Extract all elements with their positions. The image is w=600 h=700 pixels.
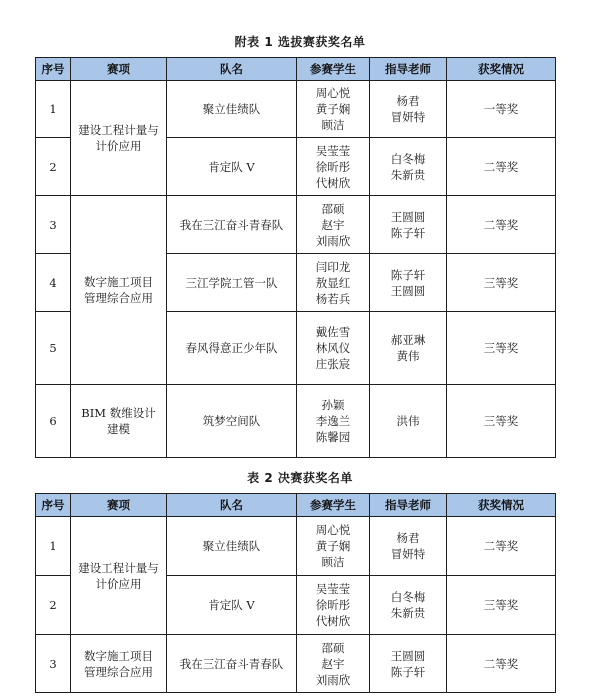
student-name: 代树欣 [315, 175, 351, 190]
event-cell [71, 385, 167, 458]
students-cell [297, 138, 370, 196]
students-cell [297, 196, 370, 254]
team-name: 筑梦空间队 [167, 385, 297, 458]
teacher-name: 白冬梅 [390, 590, 426, 604]
teachers-cell [370, 138, 447, 196]
student-name: 邵硕 [321, 201, 345, 216]
event-name-line: BIM 数维设计 [81, 406, 156, 420]
header-award: 获奖情况 [447, 494, 556, 517]
event-name-line: 管理综合应用 [84, 291, 153, 305]
team-name: 春风得意正少年队 [167, 312, 297, 385]
award-cell: 二等奖 [447, 517, 556, 576]
team-name: 聚立佳绩队 [167, 81, 297, 138]
teacher-name: 陈子轩 [390, 267, 426, 282]
student-name: 林风仪 [315, 341, 351, 355]
event-cell [71, 81, 167, 196]
award-cell: 一等奖 [447, 81, 556, 138]
teacher-name: 白冬梅 [390, 151, 426, 166]
row-no: 1 [36, 517, 71, 576]
student-name: 顾洁 [321, 555, 345, 569]
student-name: 徐昕彤 [315, 159, 351, 174]
students-cell [297, 385, 370, 458]
teachers-cell [370, 254, 447, 312]
teacher-name: 陈子轩 [390, 664, 426, 679]
header-team: 队名 [167, 494, 297, 517]
student-name: 戴佐雪 [315, 325, 351, 339]
event-name-line: 建设工程计量与 [78, 560, 159, 575]
row-no: 6 [36, 385, 71, 458]
team-name: 聚立佳绩队 [167, 517, 297, 576]
teacher-name: 杨君 [396, 531, 420, 545]
student-name: 闫印龙 [315, 259, 351, 274]
event-name-line: 管理综合应用 [84, 664, 153, 679]
teacher-name: 陈子轩 [390, 225, 426, 240]
teachers-cell [370, 385, 447, 458]
students-cell [297, 635, 370, 693]
students-cell [297, 517, 370, 576]
header-teachers: 指导老师 [370, 58, 447, 81]
event-name-line: 建模 [107, 422, 130, 436]
students-cell [297, 81, 370, 138]
event-name-line: 计价应用 [95, 576, 142, 591]
table-header-row [36, 58, 556, 81]
student-name: 周心悦 [315, 86, 351, 100]
event-name-line: 数字施工项目 [84, 648, 153, 663]
students-cell [297, 254, 370, 312]
student-name: 敖显红 [315, 275, 351, 290]
row-no: 2 [36, 576, 71, 635]
table2-caption: 表 2 决赛获奖名单 [247, 471, 353, 485]
row-no: 1 [36, 81, 71, 138]
teacher-name: 王圆圆 [390, 648, 426, 663]
event-name-line: 数字施工项目 [84, 275, 153, 289]
event-cell [71, 196, 167, 385]
student-name: 孙颖 [321, 398, 345, 412]
students-cell [297, 576, 370, 635]
team-name: 我在三江奋斗青春队 [167, 635, 297, 693]
row-no: 2 [36, 138, 71, 196]
student-name: 陈馨园 [315, 430, 351, 444]
team-name: 肯定队 V [167, 138, 297, 196]
table1-caption: 附表 1 选拔赛获奖名单 [234, 35, 366, 49]
award-cell: 二等奖 [447, 196, 556, 254]
header-event: 赛项 [71, 494, 167, 517]
team-name: 三江学院工管一队 [167, 254, 297, 312]
team-name: 我在三江奋斗青春队 [167, 196, 297, 254]
student-name: 赵宇 [321, 217, 345, 232]
row-no: 5 [36, 312, 71, 385]
student-name: 杨若兵 [315, 291, 351, 306]
teacher-name: 郝亚琳 [390, 333, 426, 347]
student-name: 刘雨欣 [315, 233, 351, 248]
table-row [36, 635, 556, 693]
award-cell: 三等奖 [447, 312, 556, 385]
header-teachers: 指导老师 [370, 494, 447, 517]
award-cell: 二等奖 [447, 635, 556, 693]
student-name: 李逸兰 [315, 414, 351, 428]
teachers-cell [370, 635, 447, 693]
student-name: 徐昕彤 [315, 598, 351, 612]
teachers-cell [370, 196, 447, 254]
team-name: 肯定队 V [167, 576, 297, 635]
student-name: 顾洁 [321, 118, 345, 132]
table-row [36, 81, 556, 138]
teacher-name: 冒妍特 [390, 547, 426, 561]
header-team: 队名 [167, 58, 297, 81]
teachers-cell [370, 517, 447, 576]
table-header-row [36, 494, 556, 517]
students-cell [297, 312, 370, 385]
header-no: 序号 [36, 494, 71, 517]
event-cell [71, 635, 167, 693]
table-row [36, 517, 556, 576]
student-name: 黄子娴 [315, 102, 351, 116]
row-no: 4 [36, 254, 71, 312]
student-name: 赵宇 [321, 656, 345, 671]
student-name: 庄张宸 [315, 357, 351, 371]
header-students: 参赛学生 [297, 58, 370, 81]
teacher-name: 王圆圆 [390, 283, 426, 298]
teachers-cell [370, 312, 447, 385]
teacher-name: 朱新贵 [390, 606, 426, 620]
selection-awards-table [35, 57, 556, 458]
header-award: 获奖情况 [447, 58, 556, 81]
final-awards-table [35, 493, 556, 693]
student-name: 周心悦 [315, 523, 351, 537]
event-name-line: 建设工程计量与 [78, 123, 159, 137]
student-name: 邵硕 [321, 640, 345, 655]
teacher-name: 王圆圆 [390, 209, 426, 224]
event-name-line: 计价应用 [95, 139, 142, 153]
teacher-name: 洪伟 [396, 414, 420, 428]
teacher-name: 黄伟 [396, 349, 420, 363]
event-cell [71, 517, 167, 635]
student-name: 刘雨欣 [315, 672, 351, 687]
table-row [36, 196, 556, 254]
header-students: 参赛学生 [297, 494, 370, 517]
table-row [36, 385, 556, 458]
student-name: 吴莹莹 [315, 143, 351, 158]
teacher-name: 冒妍特 [390, 110, 426, 124]
student-name: 黄子娴 [315, 539, 351, 553]
teacher-name: 朱新贵 [390, 167, 426, 182]
student-name: 代树欣 [315, 614, 351, 628]
row-no: 3 [36, 635, 71, 693]
award-cell: 三等奖 [447, 254, 556, 312]
award-cell: 三等奖 [447, 576, 556, 635]
award-cell: 三等奖 [447, 385, 556, 458]
row-no: 3 [36, 196, 71, 254]
header-no: 序号 [36, 58, 71, 81]
teacher-name: 杨君 [396, 94, 420, 108]
header-event: 赛项 [71, 58, 167, 81]
student-name: 吴莹莹 [315, 582, 351, 596]
award-cell: 二等奖 [447, 138, 556, 196]
teachers-cell [370, 81, 447, 138]
teachers-cell [370, 576, 447, 635]
